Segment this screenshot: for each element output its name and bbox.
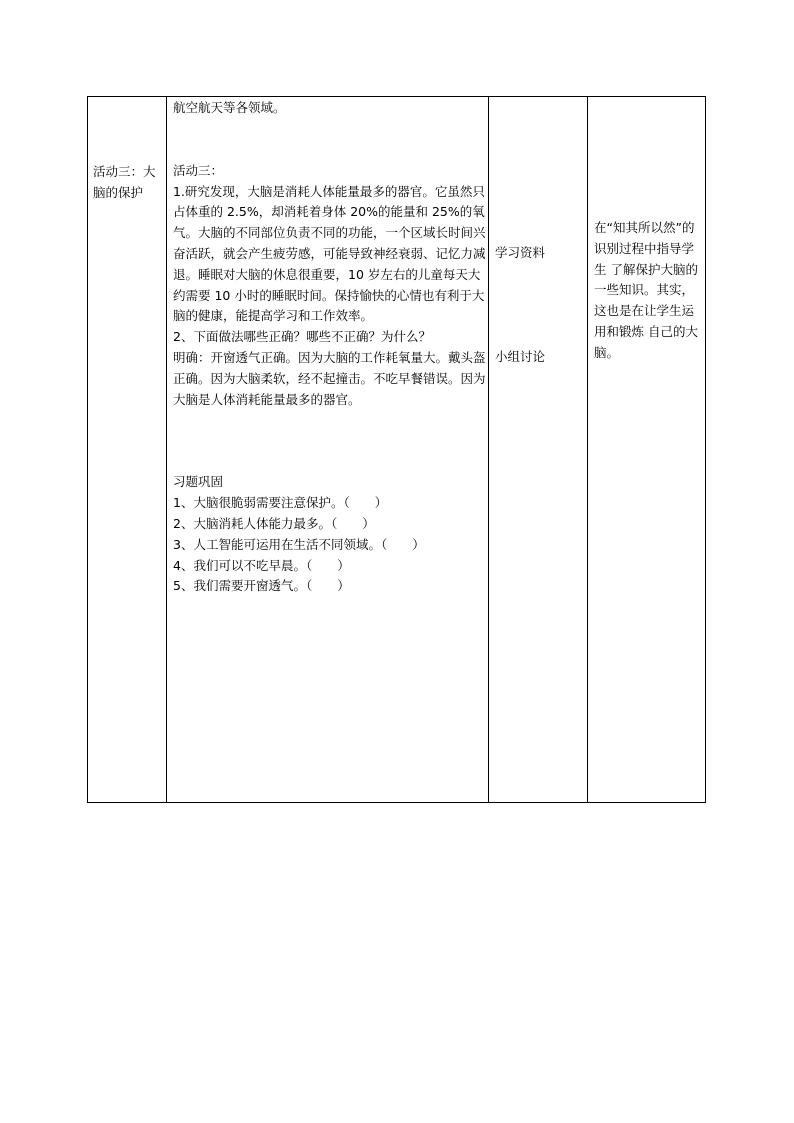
column-divider-3 — [587, 96, 588, 803]
method-1-cell — [495, 243, 585, 264]
activity-title-cell — [93, 162, 165, 204]
table-left-border — [87, 96, 88, 803]
table-bottom-border — [87, 802, 706, 803]
design-intent-cell — [594, 218, 704, 364]
method-2: 小组讨论 — [495, 349, 546, 364]
activity-title: 活动三：大脑的保护 — [93, 164, 156, 200]
exercise-item: 1、大脑很脆弱需要注意保护。（ ） — [173, 495, 388, 511]
exercise-item: 3、人工智能可运用在生活不同领域。（ ） — [173, 536, 425, 552]
table-right-border — [705, 96, 706, 803]
activity-heading: 活动三： — [173, 162, 224, 178]
method-2-cell — [495, 347, 585, 368]
answer-text: 明确：开窗透气正确。因为大脑的工作耗氧量大。戴头盔正确。因为大脑柔软，经不起撞击。不吃早餐错误。因为大脑是人体消耗能量最多的器官。 — [173, 349, 486, 407]
paragraph-1: 1.研究发现，大脑是消耗人体能量最多的器官。它虽然只占体重的 2.5%，却消耗着身体 20%的能量和 25%的氧气。大脑的不同部位负责不同的功能，一个区域长时间兴奋活跃，就会产生疲劳感，可能导致神经衰弱、记忆力减退。睡眠对大脑的休息很重要，10 岁左右的儿童每天大约需要 10 小时的睡眠时间。保持愉快的心情也有利于大脑的健康，能提高学习和工作效率。 — [173, 183, 486, 324]
column-divider-1 — [166, 96, 167, 803]
exercise-item: 2、大脑消耗人体能力最多。（ ） — [173, 515, 375, 531]
exercise-item: 4、我们可以不吃早晨。（ ） — [173, 557, 350, 573]
activity-content-cell — [173, 98, 489, 597]
lesson-table — [87, 96, 706, 803]
method-1: 学习资料 — [495, 245, 546, 260]
question-2: 2、下面做法哪些正确？哪些不正确？为什么？ — [173, 329, 431, 345]
continuation-text: 航空航天等各领域。 — [173, 100, 286, 115]
exercise-item: 5、我们需要开窗透气。（ ） — [173, 578, 350, 594]
table-top-border — [87, 96, 706, 97]
exercise-title: 习题巩固 — [173, 474, 224, 490]
design-intent: 在“知其所以然”的识别过程中指导学生 了解保护大脑的一些知识。其实，这也是在让学生运用和锻炼 自己的大脑。 — [594, 220, 698, 360]
